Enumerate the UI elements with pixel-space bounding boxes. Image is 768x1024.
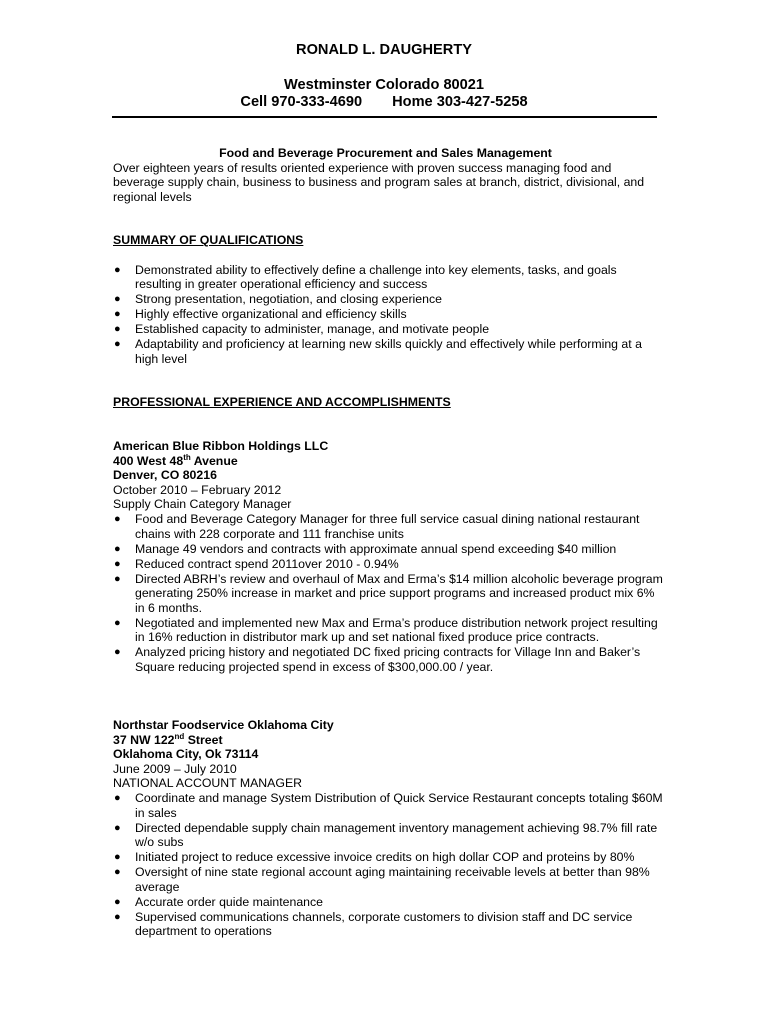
list-item (113, 322, 663, 337)
list-item (113, 865, 663, 894)
bullet-icon: ● (114, 866, 121, 879)
list-item-text: Reduced contract spend 2011over 2010 - 0.94% (135, 556, 399, 571)
list-item (113, 512, 663, 541)
job-entry (113, 439, 663, 675)
list-item-text: Accurate order quide maintenance (135, 894, 323, 909)
job-accomplishments (113, 791, 663, 939)
bullet-icon: ● (114, 572, 121, 585)
list-item (113, 616, 663, 645)
job-company: Northstar Foodservice Oklahoma City (113, 718, 334, 732)
list-item (113, 645, 663, 674)
bullet-icon: ● (114, 791, 121, 804)
bullet-icon: ● (114, 821, 121, 834)
list-item-text: Highly effective organizational and efficiency skills (135, 307, 407, 322)
experience-title: PROFESSIONAL EXPERIENCE AND ACCOMPLISHMENTS (113, 395, 451, 409)
candidate-name: RONALD L. DAUGHERTY (296, 42, 472, 58)
list-item-text: Strong presentation, negotiation, and closing experience (135, 292, 442, 307)
list-item-text: Established capacity to administer, manage, and motivate people (135, 322, 490, 337)
home-phone: Home 303-427-5258 (392, 94, 528, 110)
job-dates: June 2009 – July 2010 (113, 761, 237, 776)
bullet-icon: ● (114, 910, 121, 923)
list-item (113, 572, 663, 616)
job-role: NATIONAL ACCOUNT MANAGER (113, 776, 303, 791)
bullet-icon: ● (114, 293, 121, 306)
profile-block (113, 146, 663, 204)
job-street (113, 733, 663, 748)
profile-summary: Over eighteen years of results oriented experience with proven success managing food and beverage supply chain, business to business and program sales at branch, district, divisional, and regional levels (113, 160, 645, 204)
job-street-suffix: th (183, 452, 191, 462)
list-item-text: Manage 49 vendors and contracts with approximate annual spend exceeding $40 million (135, 541, 617, 556)
list-item (113, 821, 663, 850)
list-item-text: Food and Beverage Category Manager for three full service casual dining national restaurant chains with 228 corporate and 111 franchise units (135, 511, 640, 541)
list-item-text: Directed dependable supply chain management inventory management achieving 98.7% fill rate w/o subs (135, 820, 658, 850)
job-accomplishments (113, 512, 663, 674)
bullet-icon: ● (114, 616, 121, 629)
list-item (113, 292, 663, 307)
job-dates: October 2010 – February 2012 (113, 482, 282, 497)
candidate-city: Westminster Colorado 80021 (283, 76, 485, 93)
bullet-icon: ● (114, 308, 121, 321)
list-item-text: Negotiated and implemented new Max and Erma’s produce distribution network project resulting in 16% reduction in distributor mark up and set national fixed produce price contracts. (135, 615, 658, 645)
job-city: Denver, CO 80216 (113, 468, 217, 483)
profile-headline: Food and Beverage Procurement and Sales Management (219, 146, 552, 160)
job-street-number: 400 West 48 (113, 453, 184, 468)
list-item (113, 337, 663, 366)
list-item (113, 910, 663, 939)
job-street (113, 454, 663, 469)
header-divider (112, 116, 657, 118)
list-item (113, 263, 663, 292)
list-item (113, 895, 663, 910)
list-item-text: Directed ABRH’s review and overhaul of Max and Erma’s $14 million alcoholic beverage program generating 250% increase in market and price support programs and increased product mix 6% in 6 months. (135, 571, 663, 615)
list-item (113, 557, 663, 572)
qualifications-section (113, 233, 663, 367)
job-city: Oklahoma City, Ok 73114 (113, 747, 259, 762)
job-entry (113, 718, 663, 939)
bullet-icon: ● (114, 542, 121, 555)
qualifications-title: SUMMARY OF QUALIFICATIONS (113, 233, 304, 247)
bullet-icon: ● (114, 323, 121, 336)
bullet-icon: ● (114, 895, 121, 908)
list-item-text: Oversight of nine state regional account aging maintaining receivable levels at better than 98% average (135, 865, 650, 894)
bullet-icon: ● (114, 646, 121, 659)
bullet-icon: ● (114, 851, 121, 864)
list-item-text: Supervised communications channels, corporate customers to division staff and DC service department to operations (135, 909, 633, 939)
list-item-text: Coordinate and manage System Distribution of Quick Service Restaurant concepts totaling $60M in sales (135, 790, 663, 820)
job-role: Supply Chain Category Manager (113, 497, 292, 512)
resume-header (0, 42, 768, 112)
cell-phone: Cell 970-333-4690 (240, 94, 363, 110)
job-company: American Blue Ribbon Holdings LLC (113, 439, 329, 453)
job-street-name: Street (184, 732, 223, 747)
job-street-number: 37 NW 122 (113, 732, 175, 747)
list-item (113, 850, 663, 865)
bullet-icon: ● (114, 512, 121, 525)
list-item-text: Demonstrated ability to effectively define a challenge into key elements, tasks, and goals resulting in greater operational efficiency and success (135, 262, 617, 292)
list-item-text: Analyzed pricing history and negotiated DC fixed pricing contracts for Village Inn and Baker’s Square reducing projected spend in excess of $300,000.00 / year. (135, 645, 641, 674)
list-item (113, 791, 663, 820)
qualifications-list (113, 263, 663, 367)
candidate-phones (0, 94, 768, 112)
bullet-icon: ● (114, 338, 121, 351)
list-item (113, 307, 663, 322)
list-item-text: Initiated project to reduce excessive invoice credits on high dollar COP and proteins by 80% (135, 850, 635, 865)
bullet-icon: ● (114, 557, 121, 570)
experience-section (113, 395, 663, 410)
list-item-text: Adaptability and proficiency at learning new skills quickly and effectively while performing at a high level (135, 337, 642, 366)
bullet-icon: ● (114, 263, 121, 276)
list-item (113, 542, 663, 557)
job-street-name: Avenue (190, 453, 238, 468)
job-street-suffix: nd (174, 731, 185, 741)
